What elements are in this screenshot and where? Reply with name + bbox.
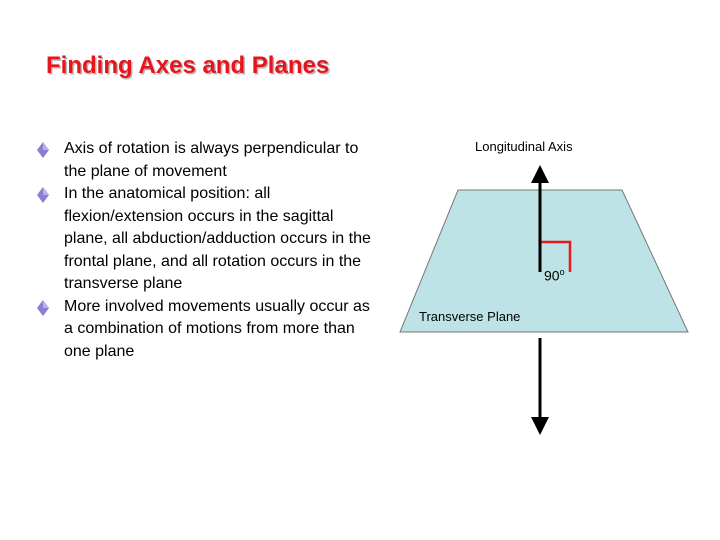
angle-label (544, 267, 565, 284)
transverse-plane-label: Transverse Plane (419, 309, 521, 324)
angle-unit: o (559, 267, 565, 277)
bullet-text: Axis of rotation is always perpendicular to the plane of movement (64, 140, 359, 180)
longitudinal-axis-label: Longitudinal Axis (475, 139, 573, 154)
angle-value: 90 (544, 267, 560, 284)
slide-title: Finding Axes and Planes (46, 52, 330, 79)
bullet-text: In the anatomical position: all flexion/extension occurs in the sagittal plane, all abduction/adduction occurs in the frontal plane, and all rotation occurs in the transverse plane (64, 185, 371, 292)
bullet-text: More involved movements usually occur as a combination of motions from more than one plane (64, 297, 370, 360)
